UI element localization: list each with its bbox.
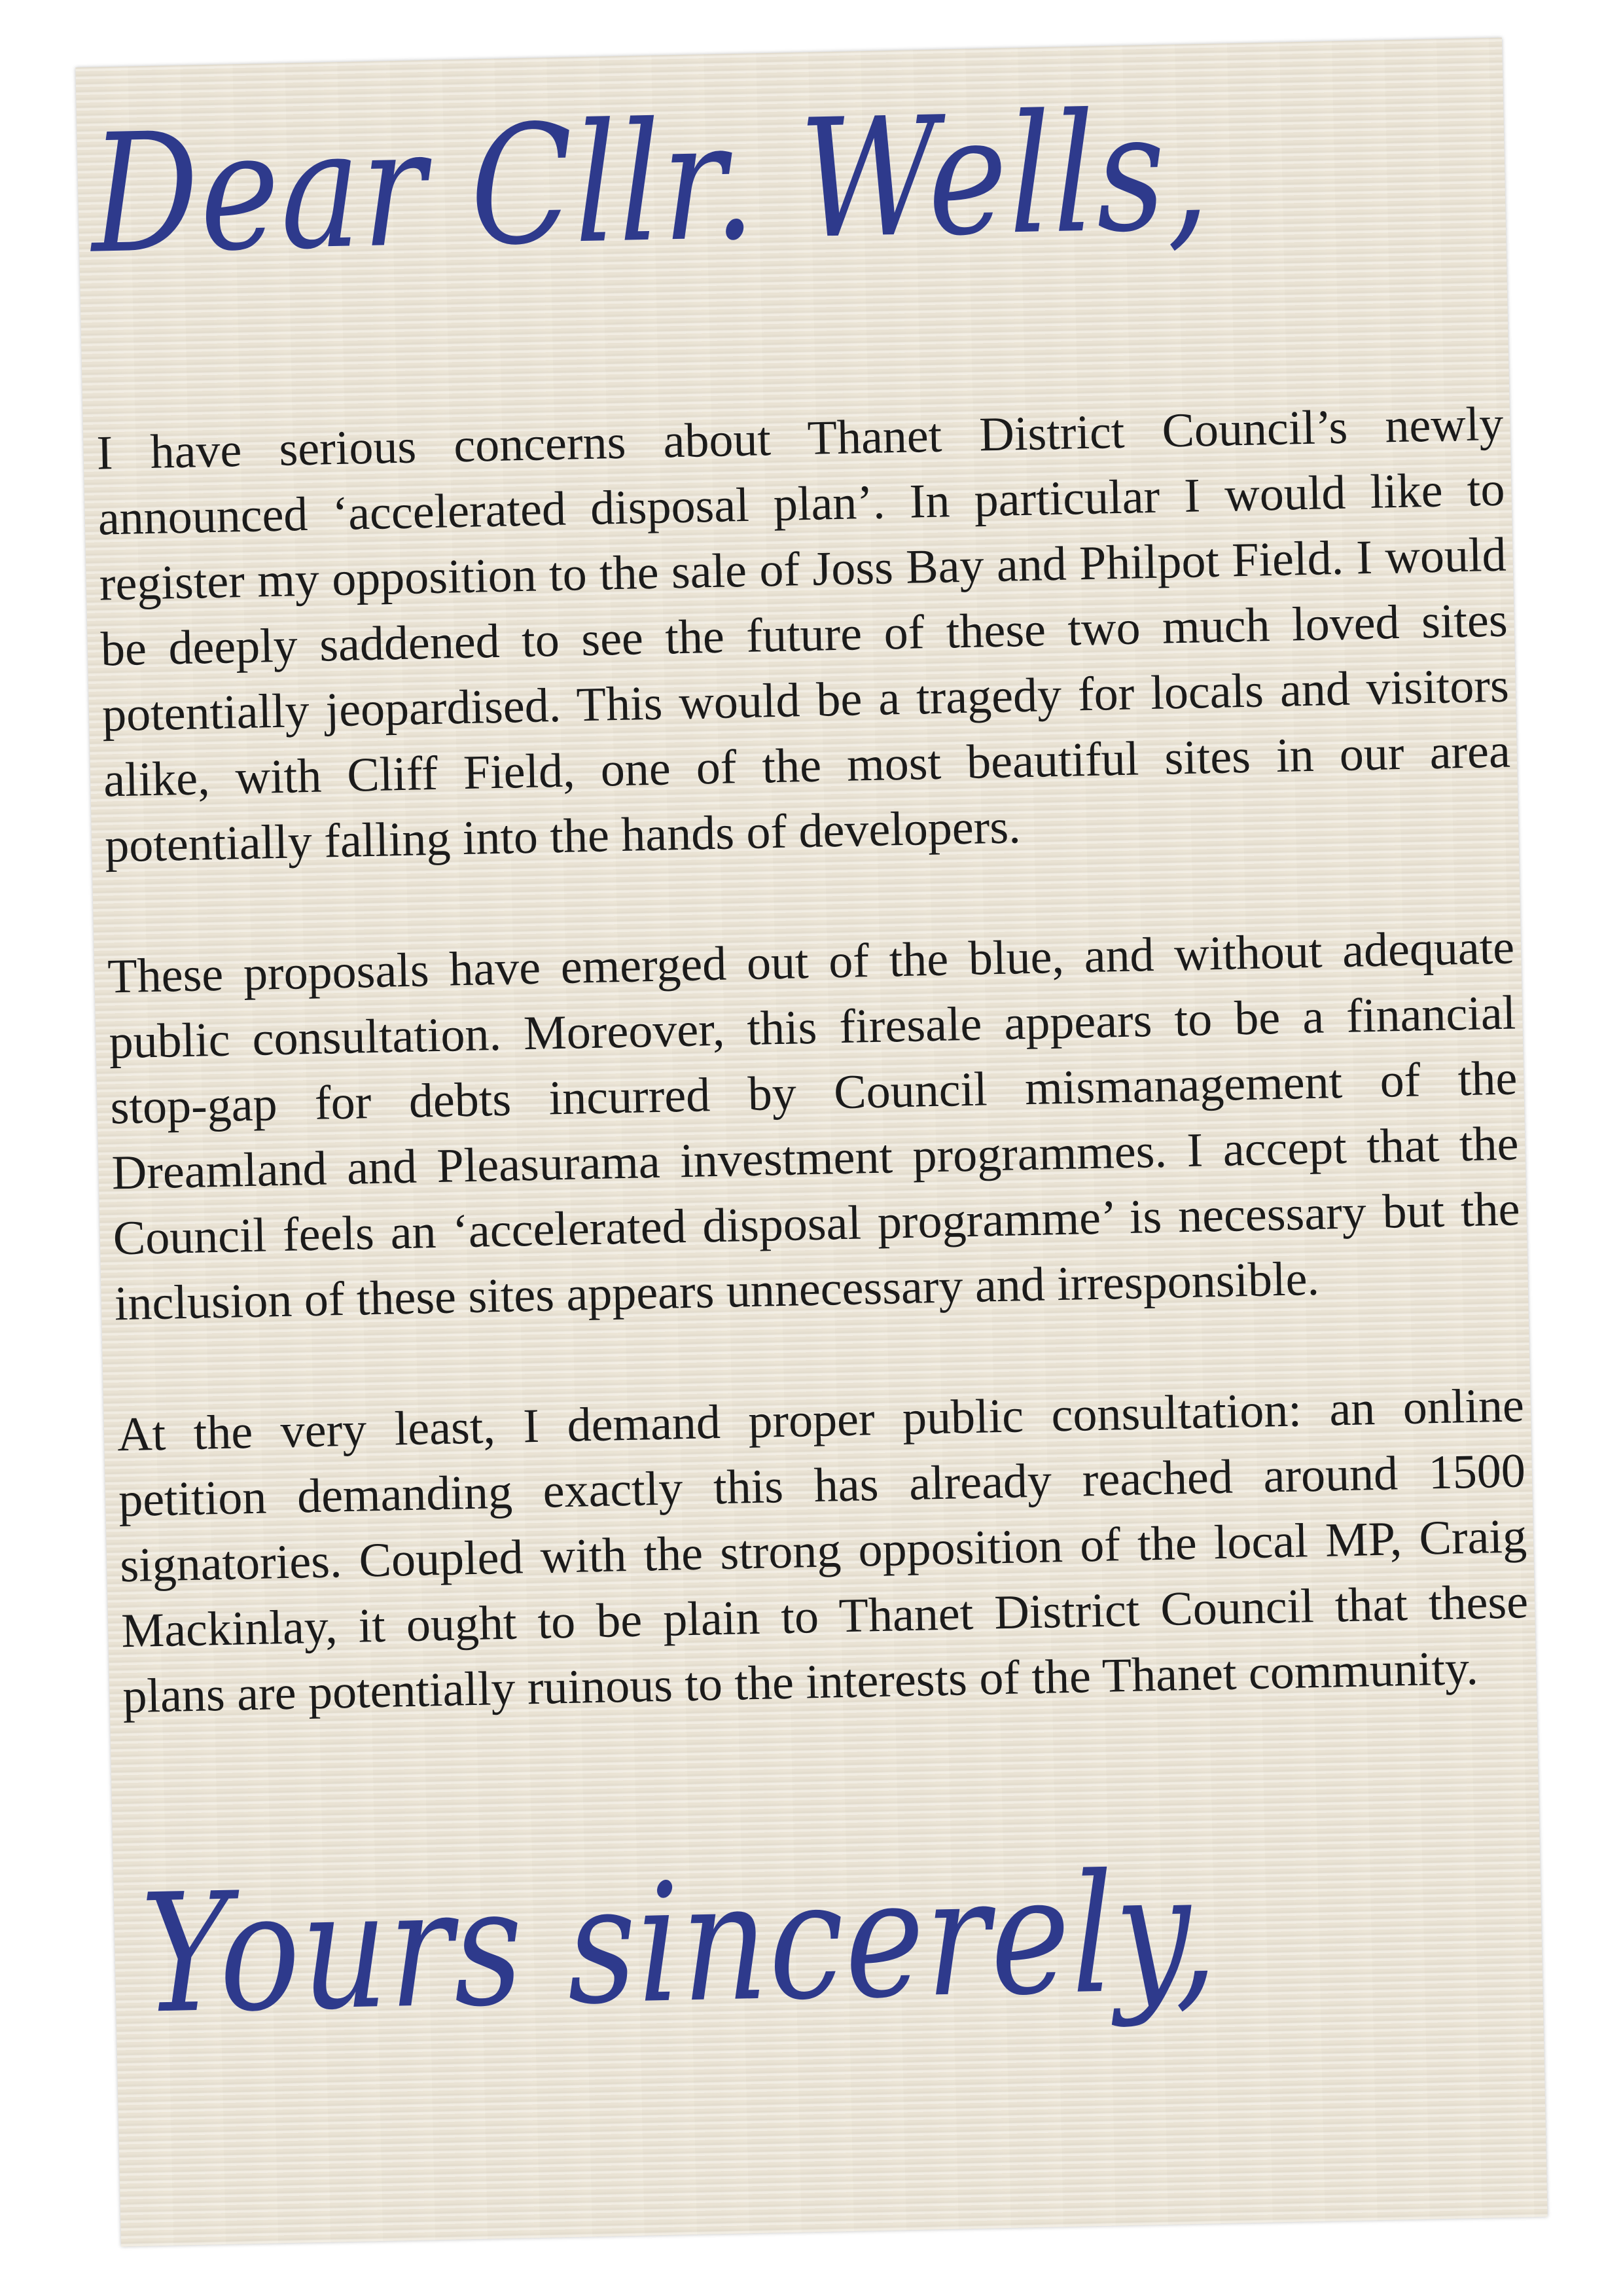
letter-paragraph-2: These proposals have emerged out of the blue, and without adequate public consultation. Moreover, this firesale appears to be a financial stop-gap for debts incurred by Council mismanagement of the Dreamland and Pleasurama investment programmes. I accept that the Council feels an ‘accelerated disposal programme’ is necessary but the inclusion of these sites appears unnecessary and irresponsible. (107, 920, 1521, 1331)
letter-body (96, 391, 1532, 1795)
letter-closing: Yours sincerely, (139, 1837, 1220, 2050)
letter-paper (75, 38, 1547, 2247)
letter-paragraph-3: At the very least, I demand proper public consultation: an online petition demanding exactly this has already reached around 1500 signatories. Coupled with the strong opposition of the local MP, Craig Mackinlay, it ought to be plain to Thanet District Council that these plans are potentially ruinous to the interests of the Thanet community. (116, 1378, 1529, 1724)
letter-salutation: Dear Cllr. Wells, (89, 75, 1212, 290)
letter-paragraph-1: I have serious concerns about Thanet District Council’s newly announced ‘accelerated disposal plan’. In particular I would like to register my opposition to the sale of Joss Bay and Philpot Field. I would be deeply saddened to see the future of these two much loved sites potentially jeopardised. This would be a tragedy for locals and visitors alike, with Cliff Field, one of the most beautiful sites in our area potentially falling into the hands of developers. (96, 397, 1511, 873)
